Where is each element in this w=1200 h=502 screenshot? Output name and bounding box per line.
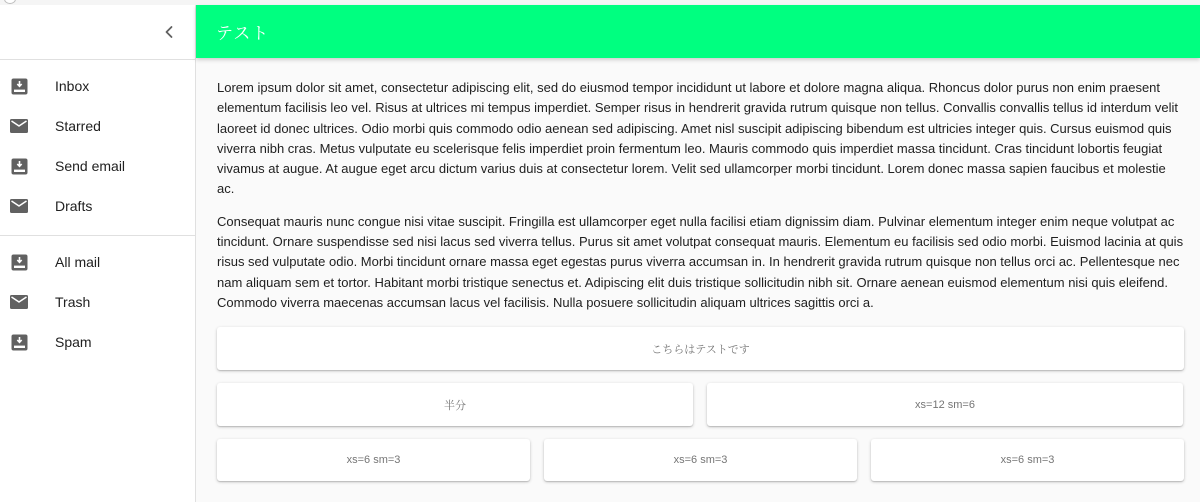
primary-nav-list [0,60,195,236]
page-title: テスト [216,24,270,43]
mail-icon [10,117,28,135]
grid-row-thirds [217,439,1184,481]
nav-label: Inbox [55,78,90,94]
nav-item-trash[interactable] [0,282,195,322]
nav-label: All mail [55,254,101,270]
app-bar [196,5,1200,58]
navigation-drawer [0,5,196,502]
grid-paper-half-right: xs=12 sm=6 [707,383,1183,426]
grid-paper-full: こちらはテストです [217,327,1184,370]
nav-item-spam[interactable] [0,322,195,362]
nav-item-drafts[interactable] [0,186,195,226]
nav-item-inbox[interactable] [0,66,195,106]
grid-row-half [217,383,1184,426]
move-to-inbox-icon [10,253,28,271]
mail-icon [10,197,28,215]
nav-label: Starred [55,118,101,134]
nav-label: Drafts [55,198,93,214]
move-to-inbox-icon [10,333,28,351]
nav-item-starred[interactable] [0,106,195,146]
nav-label: Send email [55,158,126,174]
body-paragraph: Consequat mauris nunc congue nisi vitae suscipit. Fringilla est ullamcorper eget nulla facilisi etiam dignissim diam. Pulvinar elementum integer enim neque volutpat ac tincidunt. Ornare suspendisse sed nisi lacus sed viverra tellus. Purus sit amet volutpat consequat mauris. Elementum eu facilisis sed odio morbi. Euismod lacinia at quis risus sed vulputate odio. Morbi tincidunt ornare massa eget egestas purus viverra accumsan in. In hendrerit gravida rutrum quisque non tellus orci ac. Pellentesque nec nam aliquam sem et tortor. Habitant morbi tristique senectus et. Adipiscing elit duis tristique sollicitudin nibh sit. Ornare aenean euismod elementum nisi quis eleifend. Commodo viverra maecenas accumsan lacus vel facilisis. Nulla posuere sollicitudin aliquam ultrices sagittis orci a. [217,213,1184,310]
nav-item-send-email[interactable] [0,146,195,186]
mail-icon [10,293,28,311]
secondary-nav-list [0,236,195,362]
chevron-left-icon [164,25,174,39]
nav-label: Spam [55,334,92,350]
grid-row-full [217,327,1184,370]
collapse-drawer-button[interactable] [156,17,182,47]
grid-paper-half-left: 半分 [217,383,693,426]
body-paragraph: Lorem ipsum dolor sit amet, consectetur adipiscing elit, sed do eiusmod tempor incididunt ut labore et dolore magna aliqua. Rhoncus dolor purus non enim praesent elementum facilisis leo vel. Risus at ultrices mi tempus imperdiet. Semper risus in hendrerit gravida rutrum quisque non tellus. Convallis convallis tellus id interdum velit laoreet id donec ultrices. Odio morbi quis commodo odio aenean sed adipiscing. Amet nisl suscipit adipiscing bibendum est ultricies integer quis. Cursus euismod quis viverra nibh cras. Metus vulputate eu scelerisque felis imperdiet proin fermentum leo. Mauris commodo quis imperdiet massa tincidunt. Cras tincidunt lobortis feugiat vivamus at augue. At augue eget arcu dictum varius duis at consectetur lorem. Velit sed ullamcorper morbi tincidunt. Lorem donec massa sapien faucibus et molestie ac. [217,80,1178,197]
move-to-inbox-icon [10,157,28,175]
drawer-header [0,5,195,60]
grid-paper-third-1: xs=6 sm=3 [217,439,530,481]
nav-item-all-mail[interactable] [0,242,195,282]
main-content [217,78,1184,494]
move-to-inbox-icon [10,77,28,95]
grid-paper-third-2: xs=6 sm=3 [544,439,857,481]
nav-label: Trash [55,294,91,310]
grid-paper-third-3: xs=6 sm=3 [871,439,1184,481]
window-control-icon [4,0,16,4]
